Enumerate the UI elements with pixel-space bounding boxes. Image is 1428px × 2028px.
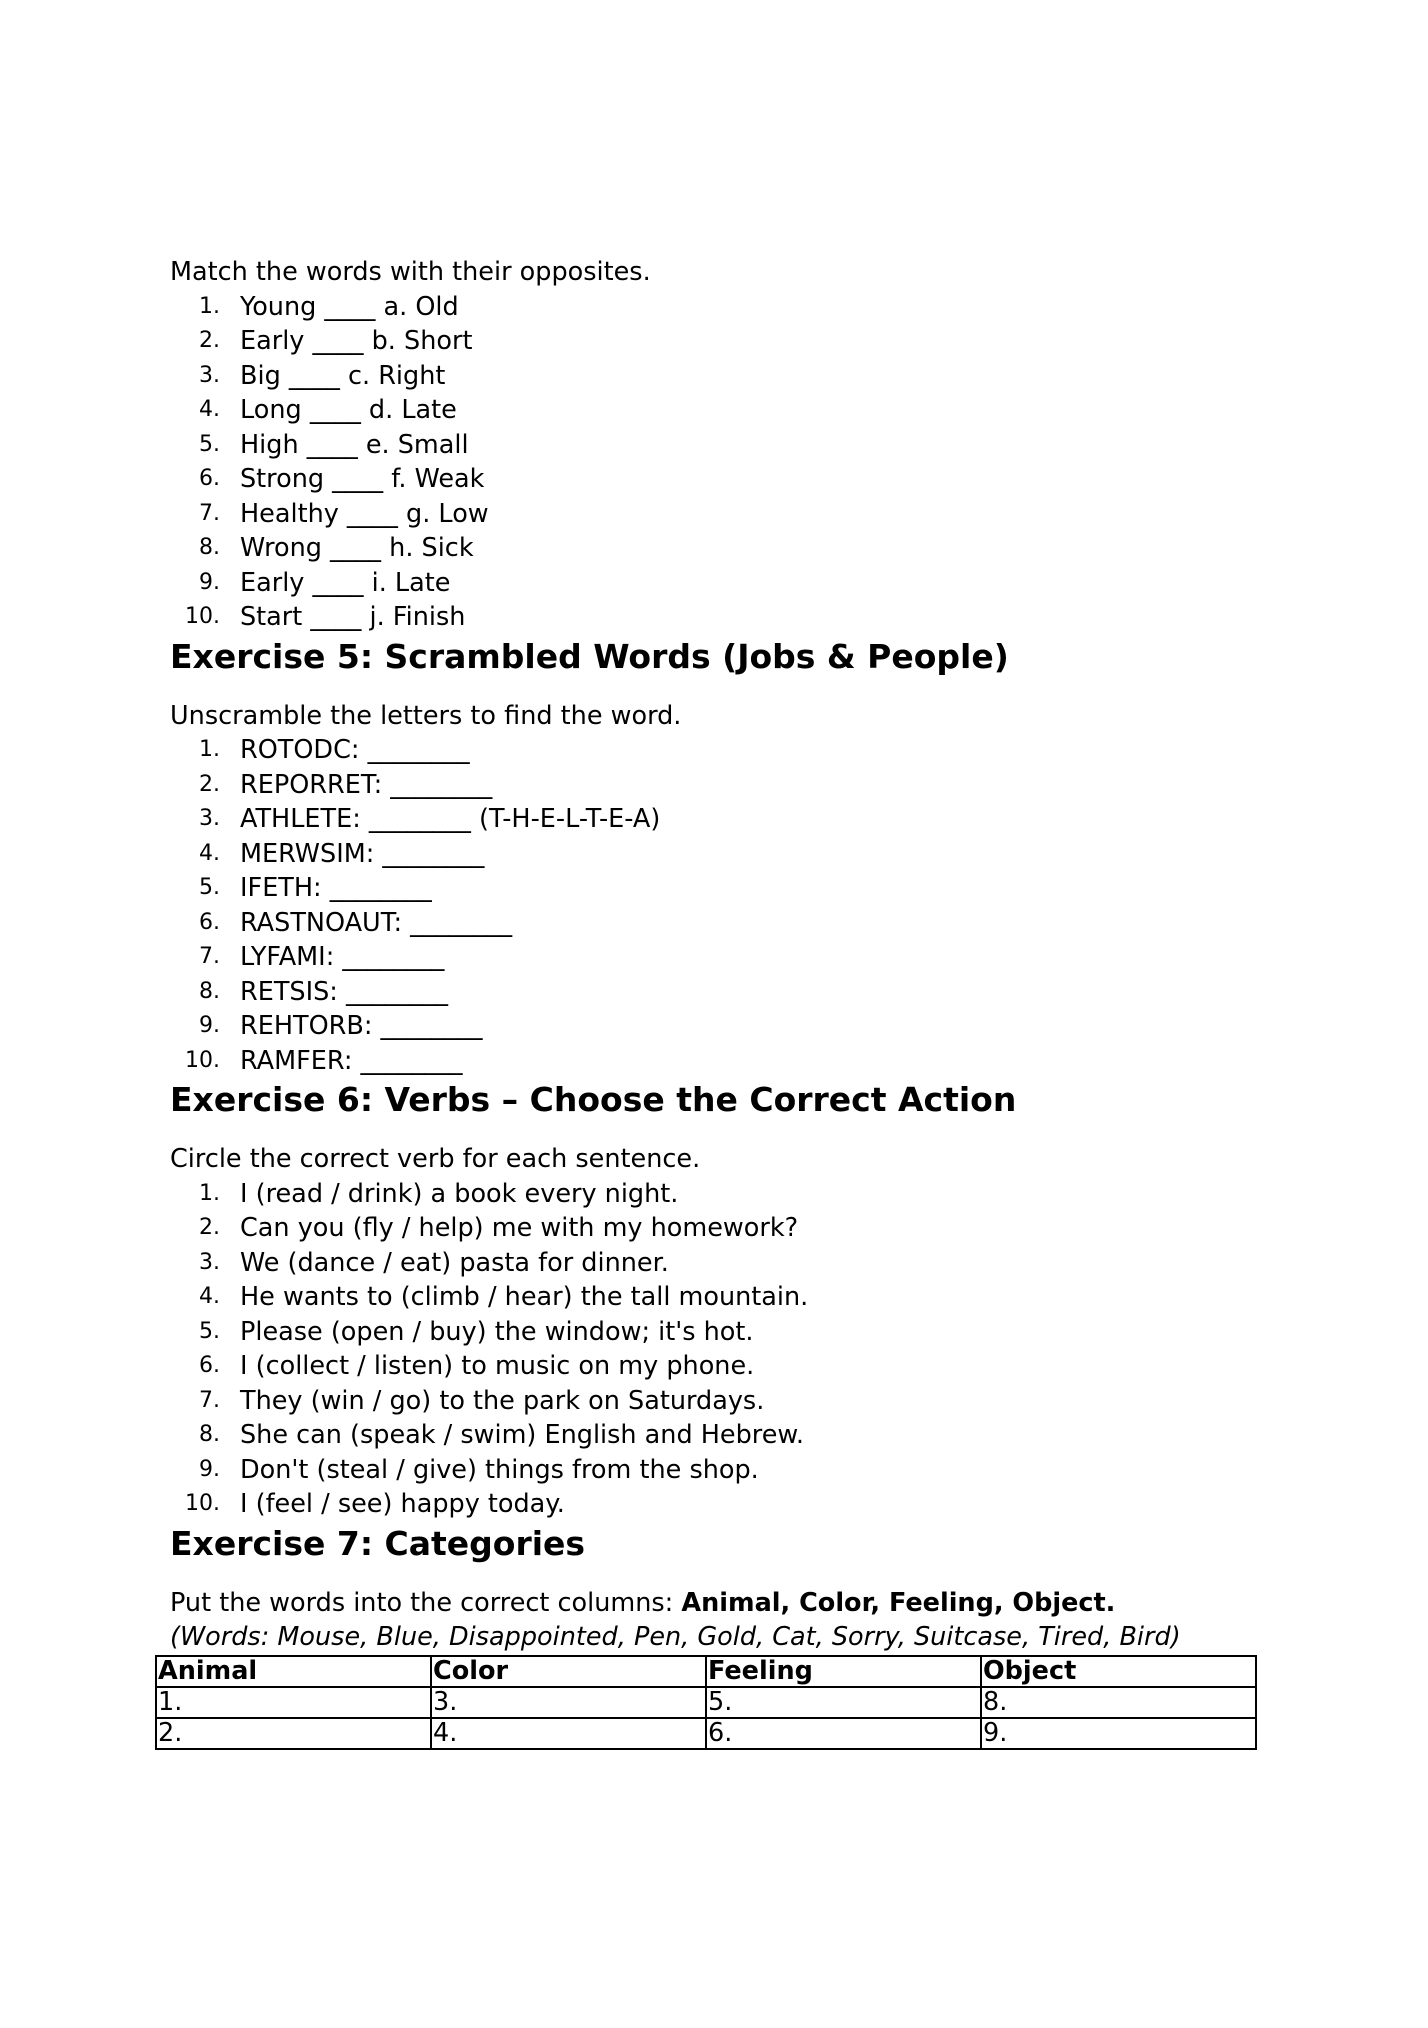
item-number: 1.: [199, 737, 220, 762]
item-text: He wants to (climb / hear) the tall mountain.: [240, 1282, 809, 1312]
item-text: They (win / go) to the park on Saturdays.: [240, 1385, 765, 1416]
item-text: RASTNOAUT: ________: [240, 907, 513, 938]
item-number: 8.: [199, 1422, 220, 1447]
table-cell[interactable]: 1.: [156, 1687, 431, 1718]
ex7-instruction-categories: Animal, Color, Feeling, Object.: [681, 1587, 1116, 1618]
item-text: Strong ____ f. Weak: [240, 464, 485, 494]
item-text: IFETH: ________: [240, 873, 432, 903]
item-number: 7.: [199, 1387, 220, 1413]
ex5-heading: Exercise 5: Scrambled Words (Jobs & People): [170, 636, 1009, 676]
list-item: [170, 1211, 1290, 1246]
list-item: [170, 802, 1290, 837]
item-text: We (dance / eat) pasta for dinner.: [240, 1247, 669, 1278]
item-number: 6.: [199, 1353, 220, 1378]
ex6-instruction: Circle the correct verb for each sentence.: [170, 1144, 701, 1174]
list-item: [170, 1009, 1290, 1044]
list-item: [170, 1177, 1290, 1212]
item-number: 10.: [185, 1491, 220, 1516]
item-text: RETSIS: ________: [240, 976, 448, 1007]
table-cell[interactable]: 3.: [431, 1687, 706, 1718]
list-item: [170, 462, 1290, 497]
list-item: [170, 871, 1290, 906]
list-item: [170, 428, 1290, 463]
list-item: [170, 1453, 1290, 1488]
item-number: 5.: [199, 1318, 220, 1344]
column-header-color: Color: [431, 1656, 706, 1687]
list-item: [170, 393, 1290, 428]
table-header-row: [156, 1656, 1256, 1687]
list-item: [170, 906, 1290, 941]
ex7-instruction-text: Put the words into the correct columns:: [170, 1587, 682, 1618]
list-item: [170, 600, 1290, 635]
item-text: Wrong ____ h. Sick: [240, 533, 474, 563]
item-text: I (feel / see) happy today.: [240, 1489, 565, 1519]
item-number: 10.: [185, 604, 220, 629]
list-item: [170, 768, 1290, 803]
item-number: 5.: [199, 431, 220, 457]
column-header-animal: Animal: [156, 1656, 431, 1687]
item-text: Can you (fly / help) me with my homework?: [240, 1213, 799, 1243]
ex6-list: [170, 1177, 1290, 1522]
list-item: [170, 1315, 1290, 1350]
column-header-feeling: Feeling: [706, 1656, 981, 1687]
item-text: Long ____ d. Late: [240, 395, 457, 425]
categories-table: [155, 1655, 1257, 1750]
item-text: ATHLETE: ________ (T-H-E-L-T-E-A): [240, 804, 661, 834]
item-text: Young ____ a. Old: [240, 291, 459, 322]
item-number: 9.: [199, 569, 220, 595]
item-number: 6.: [199, 466, 220, 491]
item-number: 5.: [199, 875, 220, 900]
ex7-heading: Exercise 7: Categories: [170, 1523, 586, 1563]
list-item: [170, 290, 1290, 325]
table-cell[interactable]: 4.: [431, 1718, 706, 1749]
item-number: 2.: [199, 771, 220, 797]
item-number: 9.: [199, 1456, 220, 1482]
item-text: REPORRET: ________: [240, 769, 493, 800]
table-cell[interactable]: 5.: [706, 1687, 981, 1718]
item-text: ROTODC: ________: [240, 735, 470, 765]
item-number: 8.: [199, 978, 220, 1004]
item-text: I (collect / listen) to music on my phone.: [240, 1351, 755, 1381]
column-header-object: Object: [981, 1656, 1256, 1687]
ex7-instruction: [170, 1586, 1290, 1621]
item-number: 2.: [199, 328, 220, 353]
list-item: [170, 1384, 1290, 1419]
item-text: Early ____ i. Late: [240, 567, 451, 598]
item-number: 8.: [199, 535, 220, 560]
list-item: [170, 1349, 1290, 1384]
list-item: [170, 940, 1290, 975]
list-item: [170, 359, 1290, 394]
list-item: [170, 1246, 1290, 1281]
item-number: 4.: [199, 840, 220, 866]
ex4-list: [170, 290, 1290, 635]
list-item: [170, 975, 1290, 1010]
item-text: She can (speak / swim) English and Hebrew.: [240, 1420, 805, 1450]
item-number: 1.: [199, 293, 220, 319]
table-row: [156, 1687, 1256, 1718]
list-item: [170, 837, 1290, 872]
item-text: I (read / drink) a book every night.: [240, 1178, 679, 1209]
item-number: 7.: [199, 944, 220, 969]
item-text: MERWSIM: ________: [240, 838, 485, 869]
table-cell[interactable]: 9.: [981, 1718, 1256, 1749]
list-item: [170, 733, 1290, 768]
worksheet-page: [158, 255, 1290, 1748]
item-text: Early ____ b. Short: [240, 326, 473, 356]
item-number: 4.: [199, 397, 220, 422]
item-text: LYFAMI: ________: [240, 942, 445, 972]
table-cell[interactable]: 6.: [706, 1718, 981, 1749]
list-item: [170, 566, 1290, 601]
table-row: [156, 1718, 1256, 1749]
item-text: Start ____ j. Finish: [240, 602, 466, 632]
item-text: Don't (steal / give) things from the shop.: [240, 1454, 759, 1485]
table-cell[interactable]: 2.: [156, 1718, 431, 1749]
ex6-heading: Exercise 6: Verbs – Choose the Correct Action: [170, 1080, 1017, 1119]
ex5-list: [170, 733, 1290, 1078]
item-number: 10.: [185, 1047, 220, 1073]
ex5-instruction: Unscramble the letters to find the word.: [170, 700, 682, 731]
table-cell[interactable]: 8.: [981, 1687, 1256, 1718]
list-item: [170, 531, 1290, 566]
list-item: [170, 497, 1290, 532]
item-text: Healthy ____ g. Low: [240, 498, 489, 529]
list-item: [170, 324, 1290, 359]
list-item: [170, 1418, 1290, 1453]
item-text: REHTORB: ________: [240, 1011, 483, 1041]
list-item: [170, 1044, 1290, 1079]
item-text: RAMFER: ________: [240, 1045, 463, 1076]
item-number: 9.: [199, 1013, 220, 1038]
item-number: 7.: [199, 500, 220, 526]
ex7-words-note: (Words: Mouse, Blue, Disappointed, Pen, Gold, Cat, Sorry, Suitcase, Tired, Bird): [170, 1622, 1181, 1652]
item-number: 6.: [199, 909, 220, 935]
list-item: [170, 1280, 1290, 1315]
item-text: Please (open / buy) the window; it's hot.: [240, 1316, 754, 1347]
item-number: 4.: [199, 1284, 220, 1309]
item-number: 1.: [199, 1180, 220, 1206]
item-number: 3.: [199, 806, 220, 831]
item-number: 2.: [199, 1215, 220, 1240]
item-number: 3.: [199, 362, 220, 388]
item-number: 3.: [199, 1249, 220, 1275]
item-text: Big ____ c. Right: [240, 360, 446, 391]
item-text: High ____ e. Small: [240, 429, 469, 460]
list-item: [170, 1487, 1290, 1522]
ex4-instruction: Match the words with their opposites.: [170, 257, 651, 287]
